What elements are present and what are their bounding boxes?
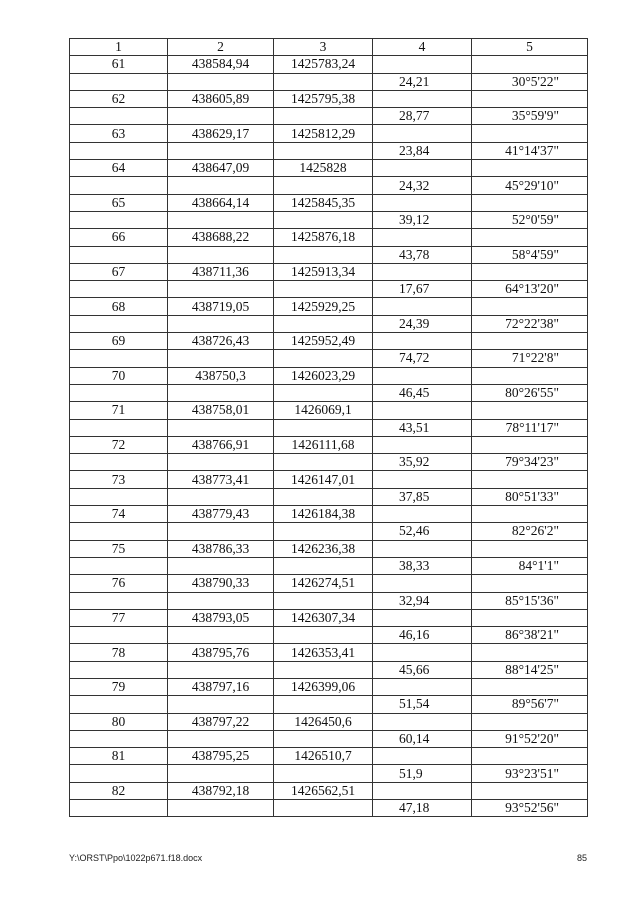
y-coordinate-cell xyxy=(274,523,373,540)
y-coordinate-cell: 1426023,29 xyxy=(274,367,373,384)
point-number-cell: 76 xyxy=(70,575,168,592)
table-row xyxy=(70,350,588,367)
distance-cell: 28,77 xyxy=(373,108,472,125)
y-coordinate-cell xyxy=(274,661,373,678)
x-coordinate-cell xyxy=(168,73,274,90)
direction-angle-cell xyxy=(472,644,588,661)
x-coordinate-cell xyxy=(168,454,274,471)
y-coordinate-cell: 1425783,24 xyxy=(274,56,373,73)
column-header-2: 2 xyxy=(168,39,274,56)
coordinates-table xyxy=(69,38,588,817)
y-coordinate-cell xyxy=(274,419,373,436)
table-row xyxy=(70,592,588,609)
distance-cell: 24,21 xyxy=(373,73,472,90)
x-coordinate-cell xyxy=(168,696,274,713)
point-number-cell xyxy=(70,627,168,644)
y-coordinate-cell xyxy=(274,488,373,505)
direction-angle-cell: 79°34'23" xyxy=(472,454,588,471)
point-number-cell: 68 xyxy=(70,298,168,315)
distance-cell xyxy=(373,644,472,661)
direction-angle-cell: 93°23'51" xyxy=(472,765,588,782)
point-number-cell xyxy=(70,73,168,90)
distance-cell: 38,33 xyxy=(373,557,472,574)
distance-cell: 46,45 xyxy=(373,384,472,401)
x-coordinate-cell xyxy=(168,350,274,367)
y-coordinate-cell: 1425795,38 xyxy=(274,90,373,107)
distance-cell xyxy=(373,575,472,592)
distance-cell xyxy=(373,471,472,488)
distance-cell xyxy=(373,436,472,453)
x-coordinate-cell: 438584,94 xyxy=(168,56,274,73)
distance-cell: 47,18 xyxy=(373,800,472,817)
point-number-cell: 70 xyxy=(70,367,168,384)
x-coordinate-cell xyxy=(168,419,274,436)
table-row xyxy=(70,730,588,747)
table-row xyxy=(70,367,588,384)
y-coordinate-cell: 1426184,38 xyxy=(274,506,373,523)
column-header-4: 4 xyxy=(373,39,472,56)
table-row xyxy=(70,384,588,401)
point-number-cell: 79 xyxy=(70,678,168,695)
distance-cell xyxy=(373,298,472,315)
y-coordinate-cell xyxy=(274,211,373,228)
x-coordinate-cell: 438688,22 xyxy=(168,229,274,246)
column-header-3: 3 xyxy=(274,39,373,56)
distance-cell: 23,84 xyxy=(373,142,472,159)
table-row xyxy=(70,333,588,350)
point-number-cell xyxy=(70,142,168,159)
distance-cell: 35,92 xyxy=(373,454,472,471)
direction-angle-cell: 89°56'7" xyxy=(472,696,588,713)
point-number-cell: 82 xyxy=(70,782,168,799)
point-number-cell: 74 xyxy=(70,506,168,523)
distance-cell: 37,85 xyxy=(373,488,472,505)
point-number-cell: 65 xyxy=(70,194,168,211)
x-coordinate-cell xyxy=(168,211,274,228)
direction-angle-cell xyxy=(472,540,588,557)
direction-angle-cell xyxy=(472,229,588,246)
distance-cell: 52,46 xyxy=(373,523,472,540)
distance-cell xyxy=(373,506,472,523)
direction-angle-cell: 78°11'17" xyxy=(472,419,588,436)
direction-angle-cell xyxy=(472,298,588,315)
direction-angle-cell xyxy=(472,748,588,765)
x-coordinate-cell: 438792,18 xyxy=(168,782,274,799)
direction-angle-cell xyxy=(472,90,588,107)
point-number-cell: 63 xyxy=(70,125,168,142)
x-coordinate-cell: 438758,01 xyxy=(168,402,274,419)
point-number-cell: 67 xyxy=(70,263,168,280)
direction-angle-cell: 80°26'55" xyxy=(472,384,588,401)
direction-angle-cell xyxy=(472,125,588,142)
distance-cell: 51,54 xyxy=(373,696,472,713)
direction-angle-cell: 71°22'8" xyxy=(472,350,588,367)
y-coordinate-cell: 1426562,51 xyxy=(274,782,373,799)
y-coordinate-cell xyxy=(274,384,373,401)
distance-cell xyxy=(373,367,472,384)
x-coordinate-cell: 438629,17 xyxy=(168,125,274,142)
y-coordinate-cell: 1426069,1 xyxy=(274,402,373,419)
point-number-cell: 62 xyxy=(70,90,168,107)
distance-cell xyxy=(373,402,472,419)
table-row xyxy=(70,125,588,142)
point-number-cell: 64 xyxy=(70,160,168,177)
y-coordinate-cell xyxy=(274,765,373,782)
table-row xyxy=(70,90,588,107)
table-row xyxy=(70,765,588,782)
column-header-1: 1 xyxy=(70,39,168,56)
x-coordinate-cell xyxy=(168,488,274,505)
footer-file-path: Y:\ORST\Ppo\1022p671.f18.docx xyxy=(69,853,203,863)
table-row xyxy=(70,557,588,574)
distance-cell: 45,66 xyxy=(373,661,472,678)
point-number-cell: 73 xyxy=(70,471,168,488)
point-number-cell xyxy=(70,177,168,194)
y-coordinate-cell: 1426450,6 xyxy=(274,713,373,730)
x-coordinate-cell: 438766,91 xyxy=(168,436,274,453)
table-row xyxy=(70,56,588,73)
y-coordinate-cell xyxy=(274,142,373,159)
point-number-cell: 66 xyxy=(70,229,168,246)
direction-angle-cell xyxy=(472,56,588,73)
y-coordinate-cell xyxy=(274,696,373,713)
point-number-cell xyxy=(70,350,168,367)
direction-angle-cell xyxy=(472,782,588,799)
point-number-cell: 77 xyxy=(70,609,168,626)
y-coordinate-cell xyxy=(274,800,373,817)
x-coordinate-cell xyxy=(168,281,274,298)
distance-cell xyxy=(373,333,472,350)
y-coordinate-cell xyxy=(274,246,373,263)
table-row xyxy=(70,609,588,626)
direction-angle-cell: 84°1'1" xyxy=(472,557,588,574)
distance-cell: 39,12 xyxy=(373,211,472,228)
y-coordinate-cell: 1425828 xyxy=(274,160,373,177)
x-coordinate-cell: 438647,09 xyxy=(168,160,274,177)
x-coordinate-cell xyxy=(168,315,274,332)
direction-angle-cell xyxy=(472,263,588,280)
y-coordinate-cell: 1425845,35 xyxy=(274,194,373,211)
distance-cell xyxy=(373,713,472,730)
x-coordinate-cell: 438711,36 xyxy=(168,263,274,280)
table-row xyxy=(70,488,588,505)
table-row xyxy=(70,142,588,159)
point-number-cell: 61 xyxy=(70,56,168,73)
y-coordinate-cell: 1426353,41 xyxy=(274,644,373,661)
direction-angle-cell: 80°51'33" xyxy=(472,488,588,505)
direction-angle-cell: 88°14'25" xyxy=(472,661,588,678)
direction-angle-cell: 64°13'20" xyxy=(472,281,588,298)
x-coordinate-cell xyxy=(168,800,274,817)
x-coordinate-cell xyxy=(168,108,274,125)
distance-cell xyxy=(373,125,472,142)
direction-angle-cell: 72°22'38" xyxy=(472,315,588,332)
direction-angle-cell xyxy=(472,506,588,523)
table-row xyxy=(70,263,588,280)
direction-angle-cell: 30°5'22" xyxy=(472,73,588,90)
point-number-cell xyxy=(70,384,168,401)
direction-angle-cell: 58°4'59" xyxy=(472,246,588,263)
x-coordinate-cell xyxy=(168,557,274,574)
distance-cell xyxy=(373,748,472,765)
direction-angle-cell: 41°14'37" xyxy=(472,142,588,159)
direction-angle-cell xyxy=(472,402,588,419)
table-row xyxy=(70,575,588,592)
y-coordinate-cell xyxy=(274,73,373,90)
table-row xyxy=(70,540,588,557)
x-coordinate-cell: 438793,05 xyxy=(168,609,274,626)
distance-cell: 43,51 xyxy=(373,419,472,436)
y-coordinate-cell xyxy=(274,454,373,471)
table-row xyxy=(70,644,588,661)
direction-angle-cell: 82°26'2" xyxy=(472,523,588,540)
distance-cell: 24,32 xyxy=(373,177,472,194)
point-number-cell xyxy=(70,315,168,332)
y-coordinate-cell xyxy=(274,592,373,609)
point-number-cell: 71 xyxy=(70,402,168,419)
x-coordinate-cell: 438773,41 xyxy=(168,471,274,488)
table-row xyxy=(70,402,588,419)
direction-angle-cell xyxy=(472,575,588,592)
direction-angle-cell xyxy=(472,436,588,453)
x-coordinate-cell xyxy=(168,523,274,540)
point-number-cell xyxy=(70,454,168,471)
point-number-cell xyxy=(70,211,168,228)
direction-angle-cell: 86°38'21" xyxy=(472,627,588,644)
column-header-5: 5 xyxy=(472,39,588,56)
y-coordinate-cell: 1426307,34 xyxy=(274,609,373,626)
point-number-cell xyxy=(70,419,168,436)
table-row xyxy=(70,661,588,678)
distance-cell xyxy=(373,782,472,799)
x-coordinate-cell: 438786,33 xyxy=(168,540,274,557)
distance-cell xyxy=(373,56,472,73)
direction-angle-cell: 35°59'9" xyxy=(472,108,588,125)
distance-cell xyxy=(373,263,472,280)
y-coordinate-cell xyxy=(274,730,373,747)
table-row xyxy=(70,211,588,228)
distance-cell: 17,67 xyxy=(373,281,472,298)
y-coordinate-cell: 1426399,06 xyxy=(274,678,373,695)
y-coordinate-cell: 1425876,18 xyxy=(274,229,373,246)
point-number-cell: 75 xyxy=(70,540,168,557)
table-row xyxy=(70,800,588,817)
y-coordinate-cell: 1425929,25 xyxy=(274,298,373,315)
distance-cell: 60,14 xyxy=(373,730,472,747)
point-number-cell xyxy=(70,730,168,747)
x-coordinate-cell: 438605,89 xyxy=(168,90,274,107)
table-row xyxy=(70,454,588,471)
direction-angle-cell: 93°52'56" xyxy=(472,800,588,817)
distance-cell xyxy=(373,678,472,695)
point-number-cell xyxy=(70,765,168,782)
y-coordinate-cell: 1426274,51 xyxy=(274,575,373,592)
x-coordinate-cell: 438797,22 xyxy=(168,713,274,730)
x-coordinate-cell xyxy=(168,142,274,159)
distance-cell xyxy=(373,229,472,246)
point-number-cell xyxy=(70,800,168,817)
x-coordinate-cell: 438726,43 xyxy=(168,333,274,350)
x-coordinate-cell xyxy=(168,384,274,401)
point-number-cell: 72 xyxy=(70,436,168,453)
distance-cell: 74,72 xyxy=(373,350,472,367)
table-row xyxy=(70,160,588,177)
y-coordinate-cell: 1426510,7 xyxy=(274,748,373,765)
direction-angle-cell: 45°29'10" xyxy=(472,177,588,194)
table-row xyxy=(70,298,588,315)
distance-cell xyxy=(373,160,472,177)
point-number-cell xyxy=(70,523,168,540)
y-coordinate-cell: 1425913,34 xyxy=(274,263,373,280)
y-coordinate-cell: 1425952,49 xyxy=(274,333,373,350)
x-coordinate-cell: 438795,25 xyxy=(168,748,274,765)
x-coordinate-cell xyxy=(168,627,274,644)
x-coordinate-cell xyxy=(168,730,274,747)
x-coordinate-cell: 438779,43 xyxy=(168,506,274,523)
point-number-cell xyxy=(70,661,168,678)
table-row xyxy=(70,782,588,799)
point-number-cell: 78 xyxy=(70,644,168,661)
table-body xyxy=(70,56,588,817)
y-coordinate-cell xyxy=(274,557,373,574)
direction-angle-cell xyxy=(472,609,588,626)
direction-angle-cell xyxy=(472,194,588,211)
table-row xyxy=(70,177,588,194)
direction-angle-cell xyxy=(472,678,588,695)
table-row xyxy=(70,246,588,263)
x-coordinate-cell: 438790,33 xyxy=(168,575,274,592)
y-coordinate-cell: 1426147,01 xyxy=(274,471,373,488)
distance-cell xyxy=(373,540,472,557)
x-coordinate-cell: 438664,14 xyxy=(168,194,274,211)
x-coordinate-cell xyxy=(168,592,274,609)
direction-angle-cell: 52°0'59" xyxy=(472,211,588,228)
direction-angle-cell: 91°52'20" xyxy=(472,730,588,747)
x-coordinate-cell xyxy=(168,246,274,263)
distance-cell: 43,78 xyxy=(373,246,472,263)
table-row xyxy=(70,627,588,644)
distance-cell: 32,94 xyxy=(373,592,472,609)
y-coordinate-cell xyxy=(274,627,373,644)
table-row xyxy=(70,194,588,211)
direction-angle-cell xyxy=(472,160,588,177)
table-row xyxy=(70,315,588,332)
footer-page-number: 85 xyxy=(576,853,587,863)
distance-cell xyxy=(373,194,472,211)
x-coordinate-cell xyxy=(168,177,274,194)
distance-cell: 51,9 xyxy=(373,765,472,782)
table-row xyxy=(70,523,588,540)
direction-angle-cell: 85°15'36" xyxy=(472,592,588,609)
y-coordinate-cell: 1426111,68 xyxy=(274,436,373,453)
y-coordinate-cell xyxy=(274,177,373,194)
y-coordinate-cell: 1425812,29 xyxy=(274,125,373,142)
x-coordinate-cell: 438719,05 xyxy=(168,298,274,315)
table-row xyxy=(70,229,588,246)
table-row xyxy=(70,713,588,730)
table-row xyxy=(70,108,588,125)
table-row xyxy=(70,696,588,713)
point-number-cell: 81 xyxy=(70,748,168,765)
table-row xyxy=(70,73,588,90)
table-row xyxy=(70,471,588,488)
table-header xyxy=(70,39,588,56)
x-coordinate-cell: 438750,3 xyxy=(168,367,274,384)
direction-angle-cell xyxy=(472,333,588,350)
direction-angle-cell xyxy=(472,471,588,488)
point-number-cell: 80 xyxy=(70,713,168,730)
table-row xyxy=(70,436,588,453)
point-number-cell: 69 xyxy=(70,333,168,350)
direction-angle-cell xyxy=(472,713,588,730)
y-coordinate-cell xyxy=(274,315,373,332)
direction-angle-cell xyxy=(472,367,588,384)
distance-cell xyxy=(373,609,472,626)
table-row xyxy=(70,748,588,765)
header-row xyxy=(70,39,588,56)
distance-cell: 24,39 xyxy=(373,315,472,332)
x-coordinate-cell xyxy=(168,661,274,678)
x-coordinate-cell: 438797,16 xyxy=(168,678,274,695)
table-row xyxy=(70,506,588,523)
distance-cell xyxy=(373,90,472,107)
point-number-cell xyxy=(70,108,168,125)
point-number-cell xyxy=(70,557,168,574)
distance-cell: 46,16 xyxy=(373,627,472,644)
table-row xyxy=(70,419,588,436)
y-coordinate-cell xyxy=(274,281,373,298)
y-coordinate-cell xyxy=(274,108,373,125)
y-coordinate-cell: 1426236,38 xyxy=(274,540,373,557)
y-coordinate-cell xyxy=(274,350,373,367)
table-row xyxy=(70,678,588,695)
point-number-cell xyxy=(70,488,168,505)
table-row xyxy=(70,281,588,298)
x-coordinate-cell: 438795,76 xyxy=(168,644,274,661)
point-number-cell xyxy=(70,592,168,609)
x-coordinate-cell xyxy=(168,765,274,782)
point-number-cell xyxy=(70,696,168,713)
point-number-cell xyxy=(70,246,168,263)
point-number-cell xyxy=(70,281,168,298)
